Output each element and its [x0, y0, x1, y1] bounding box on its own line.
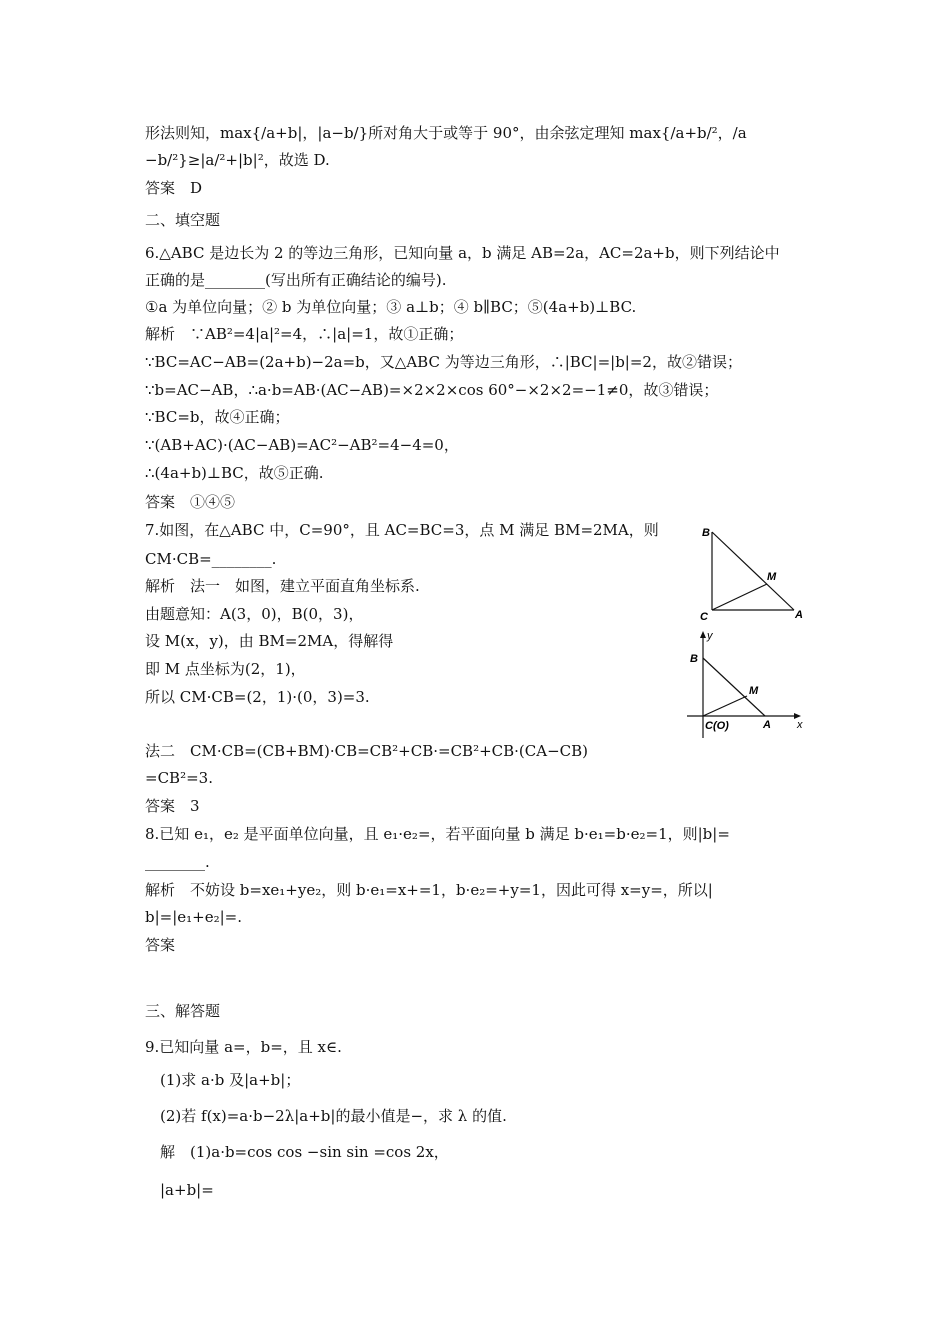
label-m: M — [767, 571, 777, 583]
label-m: M — [749, 685, 759, 697]
text-line: 由题意知：A(3，0)，B(0，3)， — [145, 605, 364, 623]
text-line: ∵BC=AC−AB=(2a+b)−2a=b，又△ABC 为等边三角形，∴|BC|=|b|=2，故②错误； — [145, 353, 742, 371]
label-b: B — [702, 527, 710, 539]
text-line: ________. — [145, 853, 210, 871]
text-line: 二、填空题 — [145, 211, 221, 229]
label-c: C — [700, 611, 708, 623]
text-line: 解 (1)a·b=cos cos −sin sin =cos 2x， — [160, 1143, 449, 1161]
text-line: 形法则知，max{/a+b|，|a−b/}所对角大于或等于 90°，由余弦定理知 max{/a+b/²，/a — [145, 124, 747, 142]
text-line: 答案 D — [145, 179, 203, 197]
text-line: −b/²}≥|a/²+|b|²，故选 D. — [145, 151, 330, 169]
text-line: 6.△ABC 是边长为 2 的等边三角形，已知向量 a，b 满足 AB=2a，AC=2a+b，则下列结论中 — [145, 244, 780, 262]
text-line: 法二 CM·CB=(CB+BM)·CB=CB²+CB·=CB²+CB·(CA−CB) — [145, 742, 589, 760]
text-line: 正确的是________(写出所有正确结论的编号). — [145, 271, 447, 289]
label-b: B — [690, 653, 698, 665]
label-a: A — [795, 609, 803, 621]
axis-y-label: y — [707, 630, 713, 642]
text-line: |a+b|= — [160, 1181, 214, 1199]
text-line: ∴(4a+b)⊥BC，故⑤正确. — [145, 464, 324, 482]
text-line: CM·CB=________. — [145, 550, 277, 568]
label-co: C(O) — [705, 720, 729, 732]
text-line: ①a 为单位向量；② b 为单位向量；③ a⊥b；④ b∥BC；⑤(4a+b)⊥BC. — [145, 298, 637, 316]
text-line: =CB²=3. — [145, 769, 213, 787]
text-line: 三、解答题 — [145, 1002, 221, 1020]
text-line: ∵b=AC−AB，∴a·b=AB·(AC−AB)=×2×2×cos 60°−×2×2=−1≠0，故③错误； — [145, 381, 719, 399]
text-line: 即 M 点坐标为(2，1)， — [145, 660, 306, 678]
coordinate-figure — [685, 628, 810, 740]
text-line: 答案 — [145, 936, 176, 954]
text-line: 设 M(x，y)，由 BM=2MA，得解得 — [145, 632, 394, 650]
text-line: ∵(AB+AC)·(AC−AB)=AC²−AB²=4−4=0， — [145, 436, 459, 454]
axis-x-label: x — [797, 719, 803, 731]
text-line: ∵BC=b，故④正确； — [145, 408, 290, 426]
triangle-figure — [690, 520, 815, 625]
text-line: (1)求 a·b 及|a+b|； — [160, 1071, 301, 1089]
text-line: 解析 不妨设 b=xe₁+ye₂，则 b·e₁=x+=1，b·e₂=+y=1，因此可得 x=y=，所以| — [145, 881, 713, 899]
text-line: 所以 CM·CB=(2，1)·(0，3)=3. — [145, 688, 370, 706]
text-line: (2)若 f(x)=a·b−2λ|a+b|的最小值是−，求 λ 的值. — [160, 1107, 507, 1125]
text-line: b|=|e₁+e₂|=. — [145, 908, 243, 926]
label-a: A — [763, 719, 771, 731]
text-line: 解析 ∵AB²=4|a|²=4，∴|a|=1，故①正确； — [145, 325, 464, 343]
text-line: 答案 ①④⑤ — [145, 493, 236, 511]
text-line: 答案 3 — [145, 797, 200, 815]
text-line: 9.已知向量 a=，b=，且 x∈. — [145, 1038, 342, 1056]
text-line: 8.已知 e₁，e₂ 是平面单位向量，且 e₁·e₂=，若平面向量 b 满足 b·e₁=b·e₂=1，则|b|= — [145, 825, 730, 843]
text-line: 7.如图，在△ABC 中，C=90°，且 AC=BC=3，点 M 满足 BM=2MA，则 — [145, 521, 659, 539]
text-line: 解析 法一 如图，建立平面直角坐标系. — [145, 577, 420, 595]
